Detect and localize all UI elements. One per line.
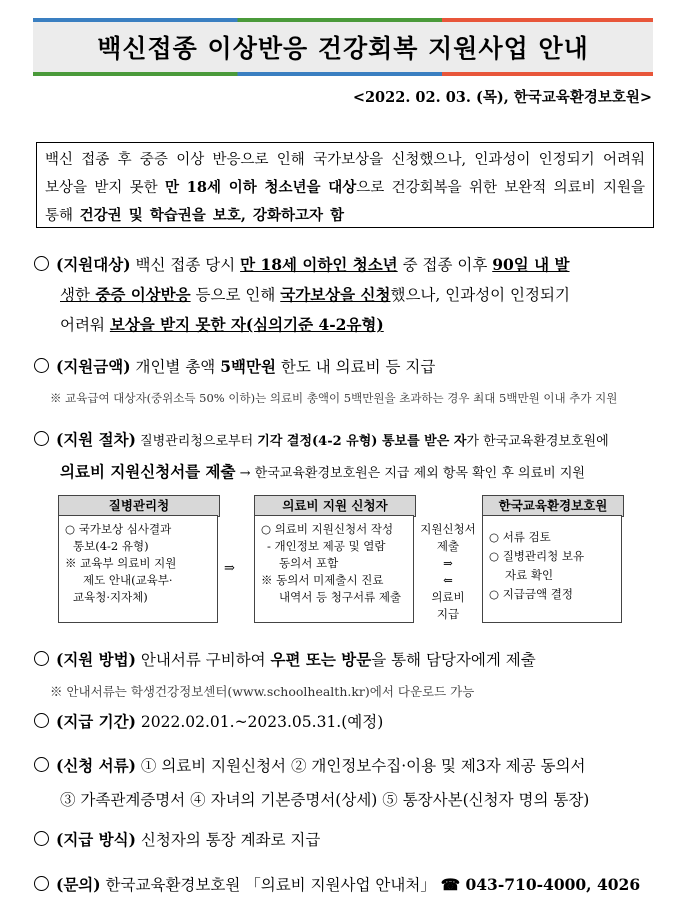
text: 을 통해 담당자에게 제출 (371, 651, 536, 669)
section-application-documents (34, 751, 664, 815)
arrow-right-icon: ⇒ (443, 556, 453, 570)
section-label: (지원대상) (56, 255, 131, 274)
flow-text: 제출 (436, 539, 460, 553)
summary-text-3: 으로 건강회복을 위한 보완적 의료비 지원을 통해 (45, 180, 645, 224)
flow-text: 자료 확인 (505, 568, 554, 582)
section-support-target (34, 250, 654, 340)
section-support-amount (34, 352, 435, 382)
flow-middle (414, 521, 482, 623)
text: 중증 이상반응 (89, 285, 191, 304)
text: 보상을 받지 못한 자(심의기준 4-2유형) (109, 315, 384, 334)
section-payment-method (34, 825, 320, 855)
bullet-circle-icon (34, 358, 49, 373)
text: 가 한국교육환경보호원에 (466, 434, 609, 449)
flow-text: 지급 (436, 607, 460, 621)
bullet-circle-icon (34, 713, 49, 728)
contact-phone: ☎ 043-710-4000, 4026 (440, 875, 641, 894)
summary-text-1: 백신 접종 후 중증 이상 반응으로 인해 국가보상을 신청했으나, 인과성이 인정되기 어려워 보상을 받지 못한 (45, 152, 645, 196)
bullet-circle-icon (34, 876, 49, 891)
section-label: (지원 방법) (56, 650, 136, 669)
flow-text: 교육청·지자체) (73, 590, 148, 604)
bullet-circle-icon (34, 757, 49, 772)
section-inquiry (34, 870, 640, 900)
section-label: (지원 절차) (56, 430, 136, 449)
section-payment-period (34, 707, 383, 737)
method-note: ※ 안내서류는 학생건강정보센터(www.schoolhealth.kr)에서 다운로드 가능 (50, 684, 475, 699)
page-title: 백신접종 이상반응 건강회복 지원사업 안내 (97, 34, 589, 63)
flow-arrow-right-icon: ⇒ (224, 561, 235, 576)
flow-text: ○ 의료비 지원신청서 작성 (261, 522, 394, 536)
section-label: (지원금액) (56, 357, 131, 376)
section-label: (지급 방식) (56, 830, 136, 849)
text: 신청자의 통장 계좌로 지급 (135, 831, 321, 849)
flow-box2-title: 의료비 지원 신청자 (254, 495, 416, 517)
section-label: (지급 기간) (56, 712, 136, 731)
flow-text: 통보(4-2 유형) (73, 539, 149, 553)
text: → 한국교육환경보호원은 지급 제외 항목 확인 후 의료비 지원 (235, 466, 585, 481)
flow-text: ○ 서류 검토 (489, 530, 551, 544)
text: 90일 내 발 (492, 255, 570, 274)
title-bottom-stripe (33, 72, 653, 76)
flow-text: 내역서 등 청구서류 제출 (279, 590, 402, 604)
date-text: <2022. 02. 03. (목), 한국교육환경보호원> (352, 89, 652, 106)
flow-box3 (482, 515, 622, 623)
text: 한도 내 의료비 등 지급 (275, 358, 436, 376)
text: 의료비 지원신청서를 제출 (60, 462, 236, 481)
text: 2022.02.01.~2023.05.31.(예정) (135, 713, 384, 731)
summary-text-4: 건강권 및 학습권을 보호, 강화하고자 함 (79, 207, 345, 224)
bullet-circle-icon (34, 256, 49, 271)
text: 기각 결정(4-2 유형) 통보를 받은 자 (257, 434, 467, 449)
flow-text: 의료비 (431, 590, 465, 604)
flow-text: ○ 질병관리청 보유 (489, 549, 585, 563)
text: 중 접종 이후 (397, 256, 493, 274)
flow-text: ※ 교육부 의료비 지원 (65, 556, 177, 570)
section-support-procedure (34, 425, 664, 489)
arrow-left-icon: ⇐ (443, 573, 453, 587)
summary-box (36, 142, 654, 228)
text: 국가보상을 신청 (280, 285, 391, 304)
bullet-circle-icon (34, 431, 49, 446)
bullet-circle-icon (34, 651, 49, 666)
flow-text: ○ 국가보상 심사결과 (65, 522, 172, 536)
flow-text: 제도 안내(교육부· (83, 573, 173, 587)
text: 백신 접종 당시 (130, 256, 241, 274)
flow-text: 지원신청서 (420, 522, 476, 536)
date-line (353, 86, 652, 107)
flow-text: ※ 동의서 미제출시 진료 (261, 573, 384, 587)
text: 우편 또는 방문 (270, 650, 372, 669)
text: 했으나, 인과성이 인정되기 (390, 286, 570, 304)
flow-text: 동의서 포함 (279, 556, 339, 570)
text: 질병관리청으로부터 (135, 434, 258, 449)
text: ③ 가족관계증명서 ④ 자녀의 기본증명서(상세) ⑤ 통장사본(신청자 명의 통장) (60, 791, 590, 809)
text: 안내서류 구비하여 (135, 651, 271, 669)
flow-box2 (254, 515, 414, 623)
text: 개인별 총액 (130, 358, 221, 376)
flow-text: - 개인정보 제공 및 열람 (267, 539, 386, 553)
section-support-method (34, 645, 536, 675)
summary-text-2: 만 18세 이하 청소년을 대상 (165, 179, 357, 196)
text: 생한 (60, 286, 90, 304)
text: ① 의료비 지원신청서 ② 개인정보수집·이용 및 제3자 제공 동의서 (135, 757, 586, 775)
text: 5백만원 (220, 357, 276, 376)
section-label: (문의) (56, 875, 101, 894)
flow-text: ○ 지급금액 결정 (489, 587, 573, 601)
flow-box1-title: 질병관리청 (58, 495, 220, 517)
title-banner (33, 22, 653, 72)
section-label: (신청 서류) (56, 756, 136, 775)
flow-box3-title: 한국교육환경보호원 (482, 495, 624, 517)
amount-note: ※ 교육급여 대상자(중위소득 50% 이하)는 의료비 총액이 5백만원을 초과하는 경우 최대 5백만원 이내 추가 지원 (50, 391, 618, 405)
text: 한국교육환경보호원 「의료비 지원사업 안내처」 (100, 876, 436, 894)
text: 만 18세 이하인 청소년 (240, 255, 398, 274)
bullet-circle-icon (34, 831, 49, 846)
text: 등으로 인해 (190, 286, 281, 304)
text: 어려워 (60, 316, 110, 334)
flow-box1 (58, 515, 218, 623)
procedure-flow (58, 495, 630, 625)
